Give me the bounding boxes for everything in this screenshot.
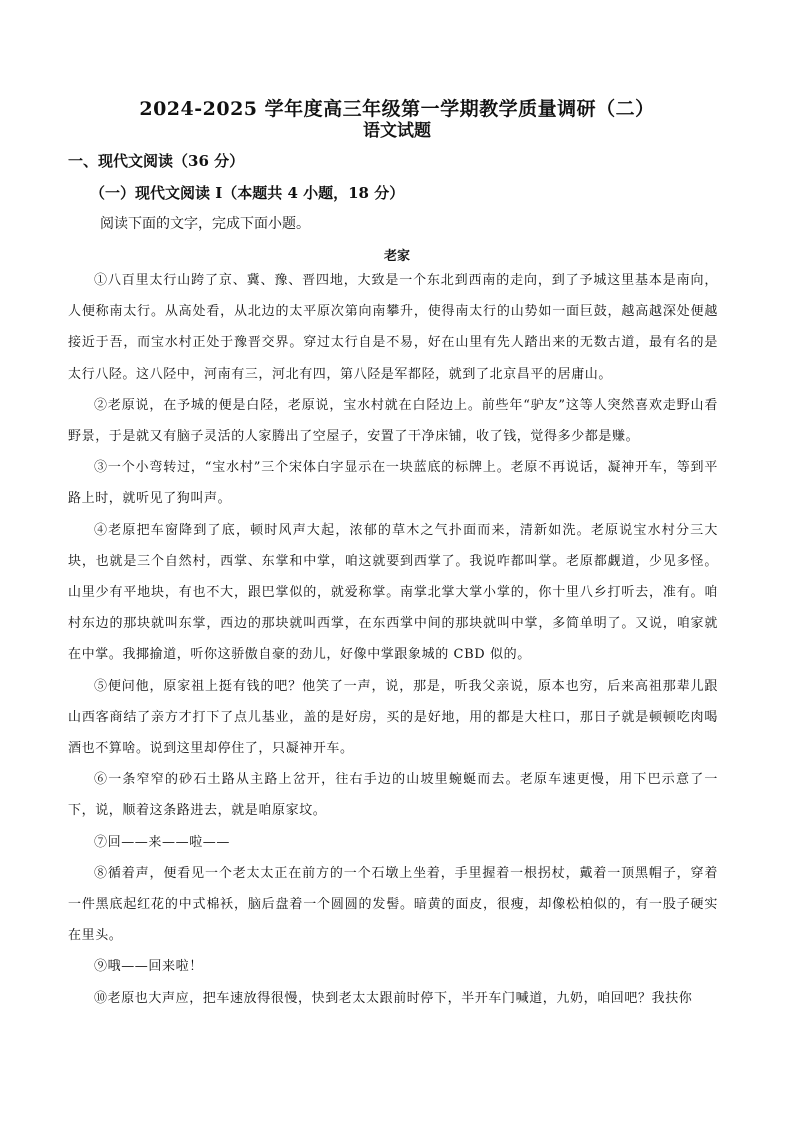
paragraph-6: ⑥一条窄窄的砂石土路从主路上岔开，往右手边的山坡里蜿蜒而去。老原车速更慢，用下巴示意了一下，说，顺着这条路进去，就是咱原家坟。	[68, 772, 718, 819]
paragraph-2: ②老原说，在予城的便是白陉，老原说，宝水村就在白陉边上。前些年“驴友”这等人突然喜欢走野山看野景，于是就又有脑子灵活的人家腾出了空屋子，安置了干净床铺，收了钱，觉得多少都是赚。	[68, 397, 718, 445]
section-heading: 一、现代文阅读（36 分）	[68, 152, 245, 170]
exam-title: 2024-2025 学年度高三年级第一学期教学质量调研（二）	[139, 98, 655, 120]
article-body	[68, 265, 718, 1014]
exam-subtitle: 语文试题	[363, 121, 431, 141]
paragraph-9: ⑨哦——回来啦！	[94, 959, 203, 975]
paragraph-8: ⑧循着声，便看见一个老太太正在前方的一个石墩上坐着，手里握着一根拐杖，戴着一顶黑帽子，穿着一件黑底起红花的中式棉袄，脑后盘着一个圆圆的发髻。暗黄的面皮，很瘦，却像松柏似的，有一股子硬实在里头。	[68, 865, 718, 944]
paragraph-7: ⑦回——来——啦——	[94, 834, 230, 850]
section-subheading: （一）现代文阅读 I（本题共 4 小题，18 分）	[90, 184, 405, 202]
paragraph-10: ⑩老原也大声应，把车速放得很慢，快到老太太跟前时停下，半开车门喊道，九奶，咱回吧？我扶你	[94, 990, 693, 1006]
paragraph-3: ③一个小弯转过，“宝水村”三个宋体白字显示在一块蓝底的标牌上。老原不再说话，凝神开车，等到平路上时，就听见了狗叫声。	[68, 460, 718, 507]
article-title: 老家	[383, 249, 410, 264]
paragraph-4: ④老原把车窗降到了底，顿时风声大起，浓郁的草木之气扑面而来，清新如洗。老原说宝水村分三大块，也就是三个自然村，西掌、东掌和中掌，咱这就要到西掌了。我说咋都叫掌。老原都觑道，少见多怪。山里少有平地块，有也不大，跟巴掌似的，就爱称掌。南掌北掌大掌小掌的，你十里八乡打听去，准有。咱村东边的那块就叫东掌，西边的那块就叫西掌，在东西掌中间的那块就叫中掌，多简单明了。又说，咱家就在中掌。我揶揄道，听你这骄傲自豪的劲儿，好像中掌跟象城的 CBD 似的。	[68, 522, 718, 663]
paragraph-5: ⑤便问他，原家祖上挺有钱的吧？他笑了一声，说，那是，听我父亲说，原本也穷，后来高祖那辈儿跟山西客商结了亲方才打下了点儿基业，盖的是好房，买的是好地，用的都是大柱口，那日子就是顿顿吃肉喝酒也不算啥。说到这里却停住了，只凝神开车。	[68, 678, 718, 757]
paragraph-1: ①八百里太行山跨了京、冀、豫、晋四地，大致是一个东北到西南的走向，到了予城这里基本是南向，人便称南太行。从高处看，从北边的太平原次第向南攀升，使得南太行的山势如一面巨鼓，越高越深处便越接近于吾，而宝水村正处于豫晋交界。穿过太行自是不易，好在山里有先人踏出来的无数古道，最有名的是太行八陉。这八陉中，河南有三，河北有四，第八陉是军都陉，就到了北京昌平的居庸山。	[68, 273, 718, 382]
instruction-text: 阅读下面的文字，完成下面小题。	[100, 216, 310, 232]
